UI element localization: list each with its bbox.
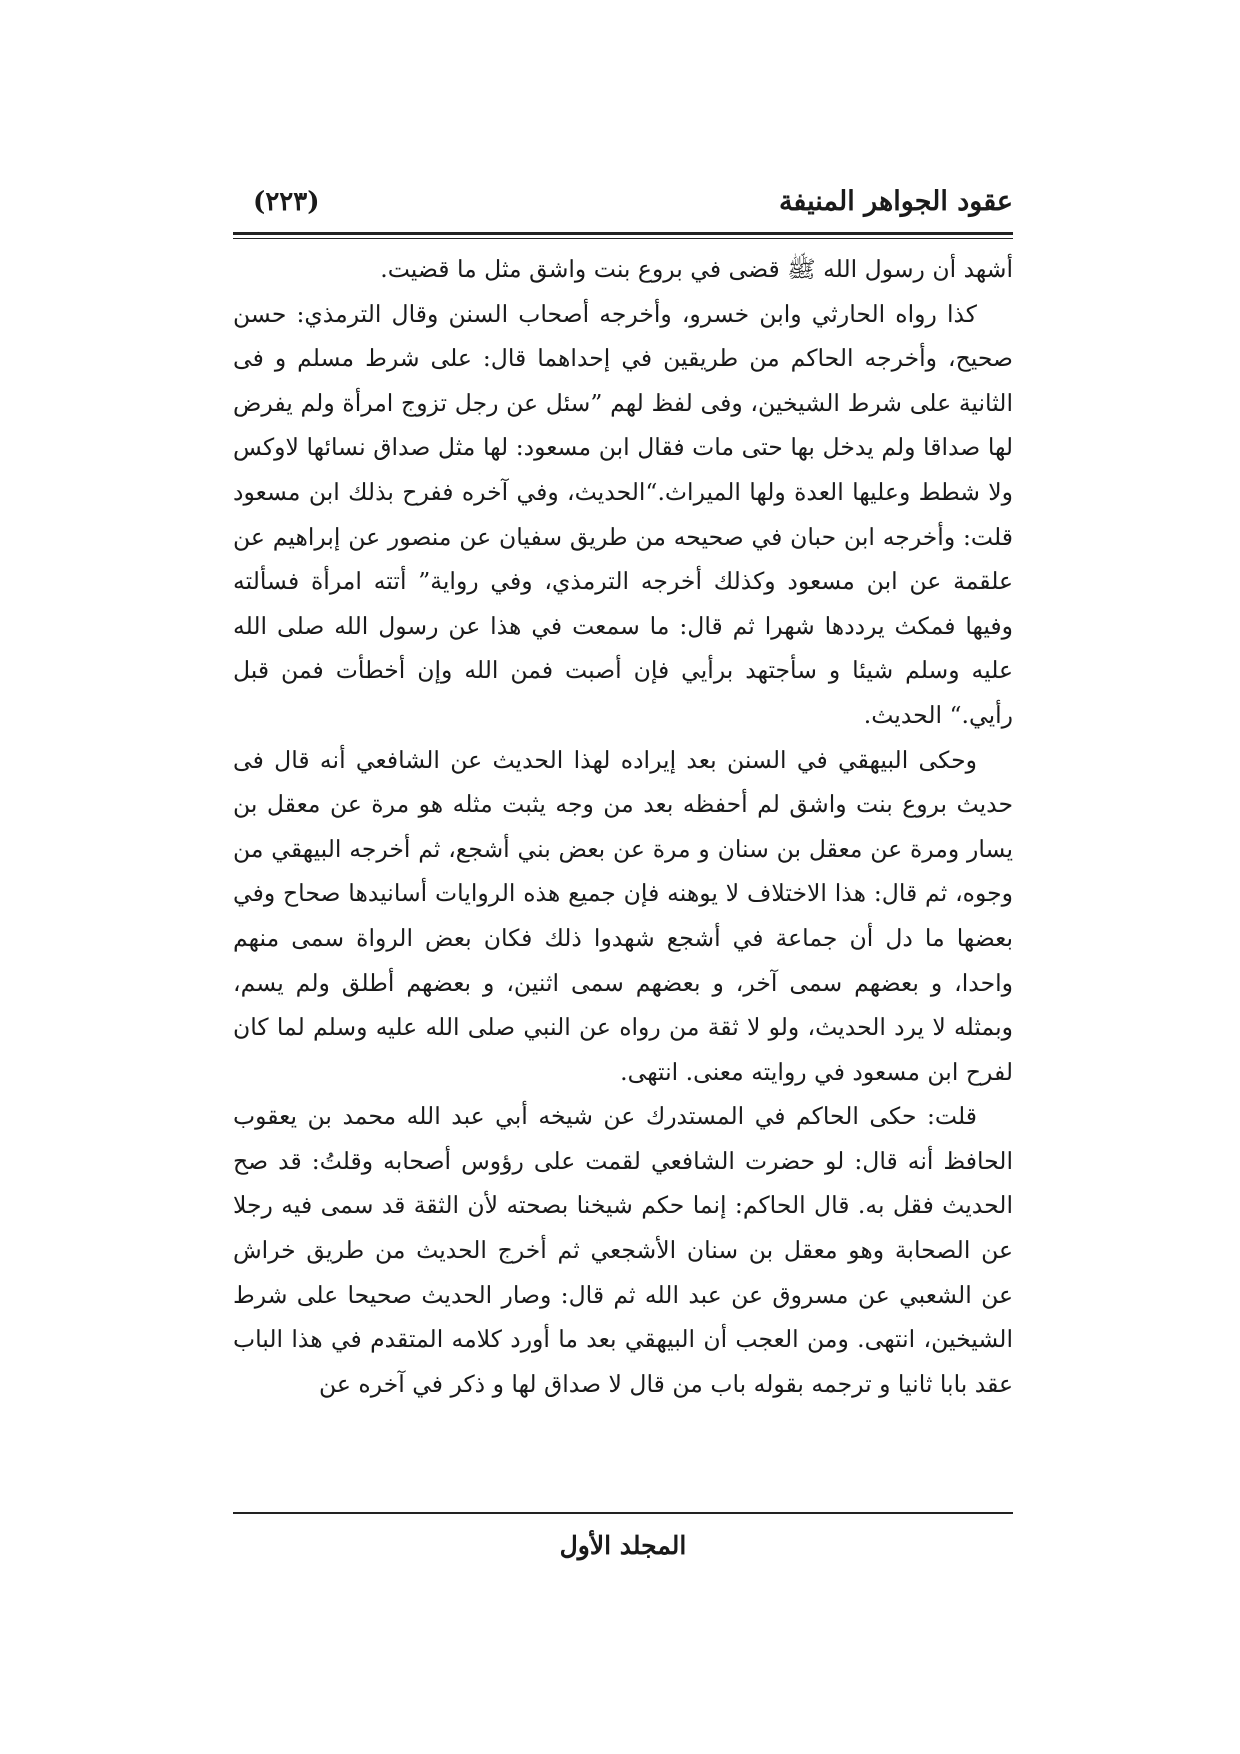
page-header xyxy=(233,180,1013,224)
volume-label: المجلد الأول xyxy=(559,1531,687,1560)
header-divider xyxy=(233,232,1013,239)
footer-divider xyxy=(233,1512,1013,1514)
paragraph: قلت: حكى الحاكم في المستدرك عن شيخه أبي عبد الله محمد بن يعقوب الحافظ أنه قال: لو حضرت الشافعي لقمت على رؤوس أصحابه وقلتُ: قد صح الحديث فقل به. قال الحاكم: إنما حكم شيخنا بصحته لأن الثقة قد سمى فيه رجلا عن الصحابة وهو معقل بن سنان الأشجعي ثم أخرج الحديث من طريق خراش عن الشعبي عن مسروق عن عبد الله ثم قال: وصار الحديث صحيحا على شرط الشيخين، انتهى. ومن العجب أن البيهقي بعد ما أورد كلامه المتقدم في هذا الباب عقد بابا ثانيا و ترجمه بقوله باب من قال لا صداق لها و ذكر في آخره عن xyxy=(233,1102,1013,1398)
book-page xyxy=(233,180,1013,1600)
book-title: عقود الجواهر المنيفة xyxy=(778,186,1013,217)
paragraph: أشهد أن رسول الله ﷺ قضى في بروع بنت واشق مثل ما قضيت. xyxy=(380,255,1013,283)
page-number: (٢٢٣) xyxy=(253,187,320,217)
page-body xyxy=(233,247,1013,1406)
paragraph: وحكى البيهقي في السنن بعد إيراده لهذا الحديث عن الشافعي أنه قال فى حديث بروع بنت واشق لم أحفظه بعد من وجه يثبت مثله هو مرة عن معقل بن يسار ومرة عن معقل بن سنان و مرة عن بعض بني أشجع، ثم أخرجه البيهقي من وجوه، ثم قال: هذا الاختلاف لا يوهنه فإن جميع هذه الروايات أسانيدها صحاح وفي بعضها ما دل أن جماعة في أشجع شهدوا ذلك فكان بعض الرواة سمى منهم واحدا، و بعضهم سمى آخر، و بعضهم سمى اثنين، و بعضهم أطلق ولم يسم، وبمثله لا يرد الحديث، ولو لا ثقة من رواه عن النبي صلى الله عليه وسلم لما كان لفرح ابن مسعود في روايته معنى. انتهى. xyxy=(233,745,1013,1086)
paragraph: كذا رواه الحارثي وابن خسرو، وأخرجه أصحاب السنن وقال الترمذي: حسن صحيح، وأخرجه الحاكم من طريقين في إحداهما قال: على شرط مسلم و فى الثانية على شرط الشيخين، وفى لفظ لهم ”سئل عن رجل تزوج امرأة ولم يفرض لها صداقا ولم يدخل بها حتى مات فقال ابن مسعود: لها مثل صداق نسائها لاوكس ولا شطط وعليها العدة ولها الميراث.“الحديث، وفي آخره ففرح بذلك ابن مسعود قلت: وأخرجه ابن حبان في صحيحه من طريق سفيان عن منصور عن إبراهيم عن علقمة عن ابن مسعود وكذلك أخرجه الترمذي، وفي رواية” أتته امرأة فسألته وفيها فمكث يرددها شهرا ثم قال: ما سمعت في هذا عن رسول الله صلى الله عليه وسلم شيئا و سأجتهد برأيي فإن أصبت فمن الله وإن أخطأت فمن قبل رأيي.“ الحديث. xyxy=(233,299,1013,729)
